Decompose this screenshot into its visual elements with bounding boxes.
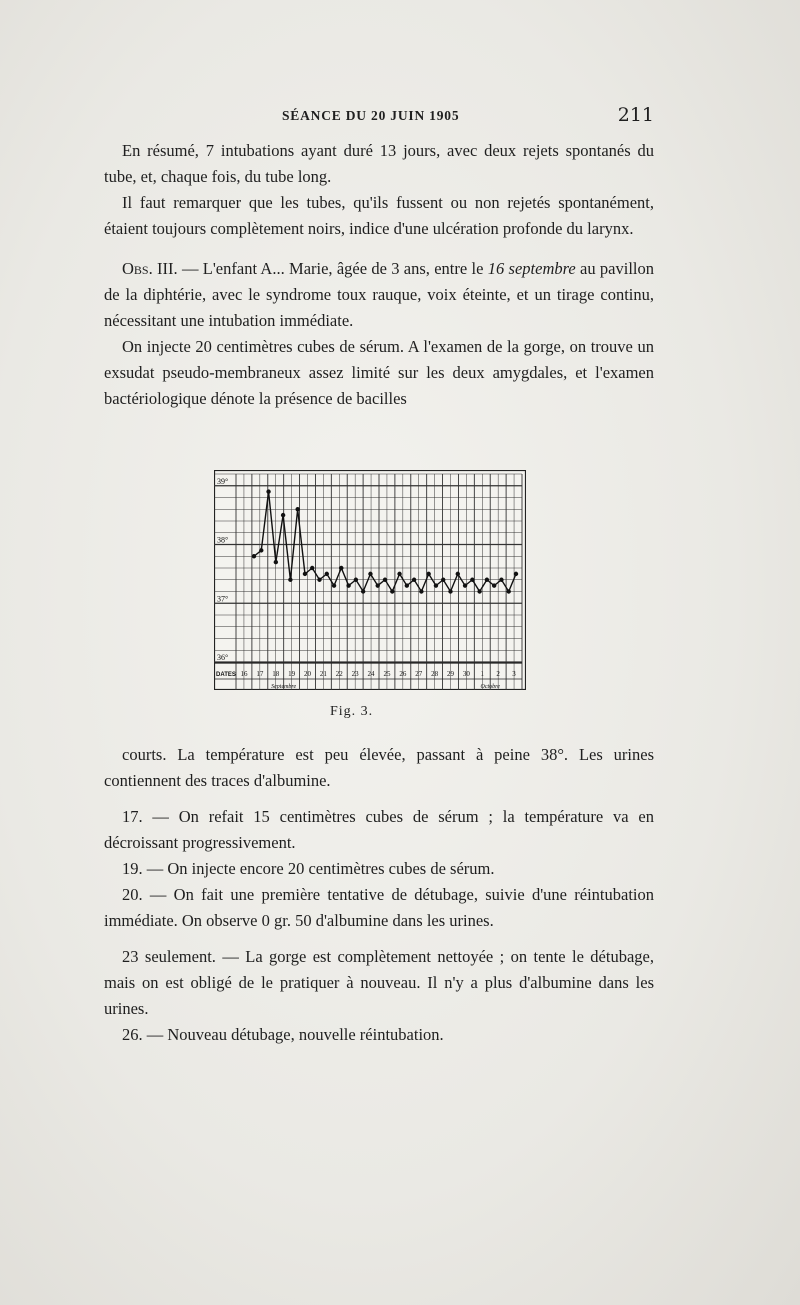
temperature-point (346, 583, 350, 587)
y-tick-label: 37° (217, 594, 229, 604)
temperature-point (259, 548, 263, 552)
temperature-point (499, 578, 503, 582)
temperature-point (514, 572, 518, 576)
temperature-point (397, 572, 401, 576)
temperature-point (310, 566, 314, 570)
y-tick-label: 38° (217, 535, 229, 545)
text-block-bottom (104, 742, 654, 1048)
paragraph: 23 seulement. — La gorge est complètement nettoyée ; on tente le détubage, mais on est obligé de le pratiquer à nouveau. Il n'y a plus d'albumine dans les urines. (104, 947, 654, 1018)
temperature-chart (214, 470, 526, 690)
temperature-point (492, 583, 496, 587)
paragraph: courts. La température est peu élevée, passant à peine 38°. Les urines contiennent des traces d'albumine. (104, 745, 654, 790)
paragraph: On injecte 20 centimètres cubes de sérum. A l'examen de la gorge, on trouve un exsudat pseudo-membraneux assez limité sur les deux amygdales, et l'examen bactériologique dénote la présence de bacilles (104, 337, 654, 408)
paragraph: 19. — On injecte encore 20 centimètres cubes de sérum. (122, 859, 495, 878)
date-tick-label: 22 (335, 670, 343, 678)
temperature-point (376, 583, 380, 587)
temperature-point (252, 554, 256, 558)
page-header (104, 104, 654, 132)
date-tick-label: 19 (288, 670, 296, 678)
temperature-point (303, 572, 307, 576)
temperature-point (426, 572, 430, 576)
date-tick-label: 28 (431, 670, 439, 678)
month-label: Septembre (271, 684, 297, 690)
date-tick-label: 29 (447, 670, 454, 678)
date-tick-label: 16 (240, 670, 248, 678)
temperature-point (361, 589, 365, 593)
temperature-point (507, 589, 511, 593)
temperature-point (485, 578, 489, 582)
date-tick-label: 3 (512, 670, 516, 678)
y-tick-label: 36° (217, 653, 229, 662)
paragraph: En résumé, 7 intubations ayant duré 13 jours, avec deux rejets spontanés du tube, et, chaque fois, du tube long. (104, 141, 654, 186)
dates-row-label: DATES (216, 672, 236, 678)
date-tick-label: 26 (399, 670, 407, 678)
date-tick-label: 18 (272, 670, 280, 678)
date-tick-label: 21 (319, 670, 327, 678)
date-tick-label: 30 (462, 670, 470, 678)
temperature-point (463, 583, 467, 587)
paragraph: Il faut remarquer que les tubes, qu'ils fussent ou non rejetés spontanément, étaient toujours complètement noirs, indice d'une ulcération profonde du larynx. (104, 193, 654, 238)
date-tick-label: 25 (383, 670, 391, 678)
temperature-point (325, 572, 329, 576)
temperature-point (332, 583, 336, 587)
temperature-point (288, 578, 292, 582)
figure-caption: Fig. 3. (330, 704, 374, 719)
temperature-point (383, 578, 387, 582)
text-block-top (104, 138, 654, 412)
observation-paragraph (104, 256, 654, 334)
obs-text-after: au pavillon de la diphtérie, avec le syndrome toux rauque, voix éteinte, et un tirage continu, nécessitant une intubation immédiate. (104, 259, 655, 330)
obs-date: 16 septembre (487, 259, 576, 278)
obs-label: Obs. III. (122, 259, 178, 278)
month-label: Octobre (480, 684, 500, 690)
temperature-point (266, 489, 270, 493)
date-tick-label: 2 (496, 670, 500, 678)
temperature-point (456, 572, 460, 576)
temperature-point (477, 589, 481, 593)
running-head: SÉANCE DU 20 JUIN 1905 (282, 108, 460, 123)
temperature-point (274, 560, 278, 564)
paragraph: 26. — Nouveau détubage, nouvelle réintubation. (122, 1025, 444, 1044)
temperature-point (368, 572, 372, 576)
date-tick-label: 1 (480, 670, 485, 678)
temperature-point (317, 578, 321, 582)
date-tick-label: 27 (415, 670, 423, 678)
paragraph: 17. — On refait 15 centimètres cubes de sérum ; la température va en décroissant progressivement. (104, 807, 654, 852)
date-tick-label: 23 (351, 670, 359, 678)
date-tick-label: 20 (304, 670, 311, 678)
temperature-point (295, 507, 299, 511)
obs-text: — L'enfant A... Marie, âgée de 3 ans, entre le (177, 259, 488, 278)
temperature-point (339, 566, 343, 570)
y-tick-label: 39° (217, 476, 229, 486)
temperature-chart-svg (214, 470, 526, 690)
temperature-point (354, 578, 358, 582)
paragraph: 20. — On fait une première tentative de détubage, suivie d'une réintubation immédiate. On observe 0 gr. 50 d'albumine dans les urines. (104, 885, 654, 930)
temperature-point (405, 583, 409, 587)
temperature-point (434, 583, 438, 587)
temperature-point (441, 578, 445, 582)
temperature-point (412, 578, 416, 582)
temperature-point (281, 513, 285, 517)
page-number: 211 (617, 104, 654, 126)
date-tick-label: 24 (367, 670, 375, 678)
temperature-point (448, 589, 452, 593)
temperature-point (390, 589, 394, 593)
temperature-point (470, 578, 474, 582)
date-tick-label: 17 (256, 670, 264, 678)
temperature-point (419, 589, 423, 593)
